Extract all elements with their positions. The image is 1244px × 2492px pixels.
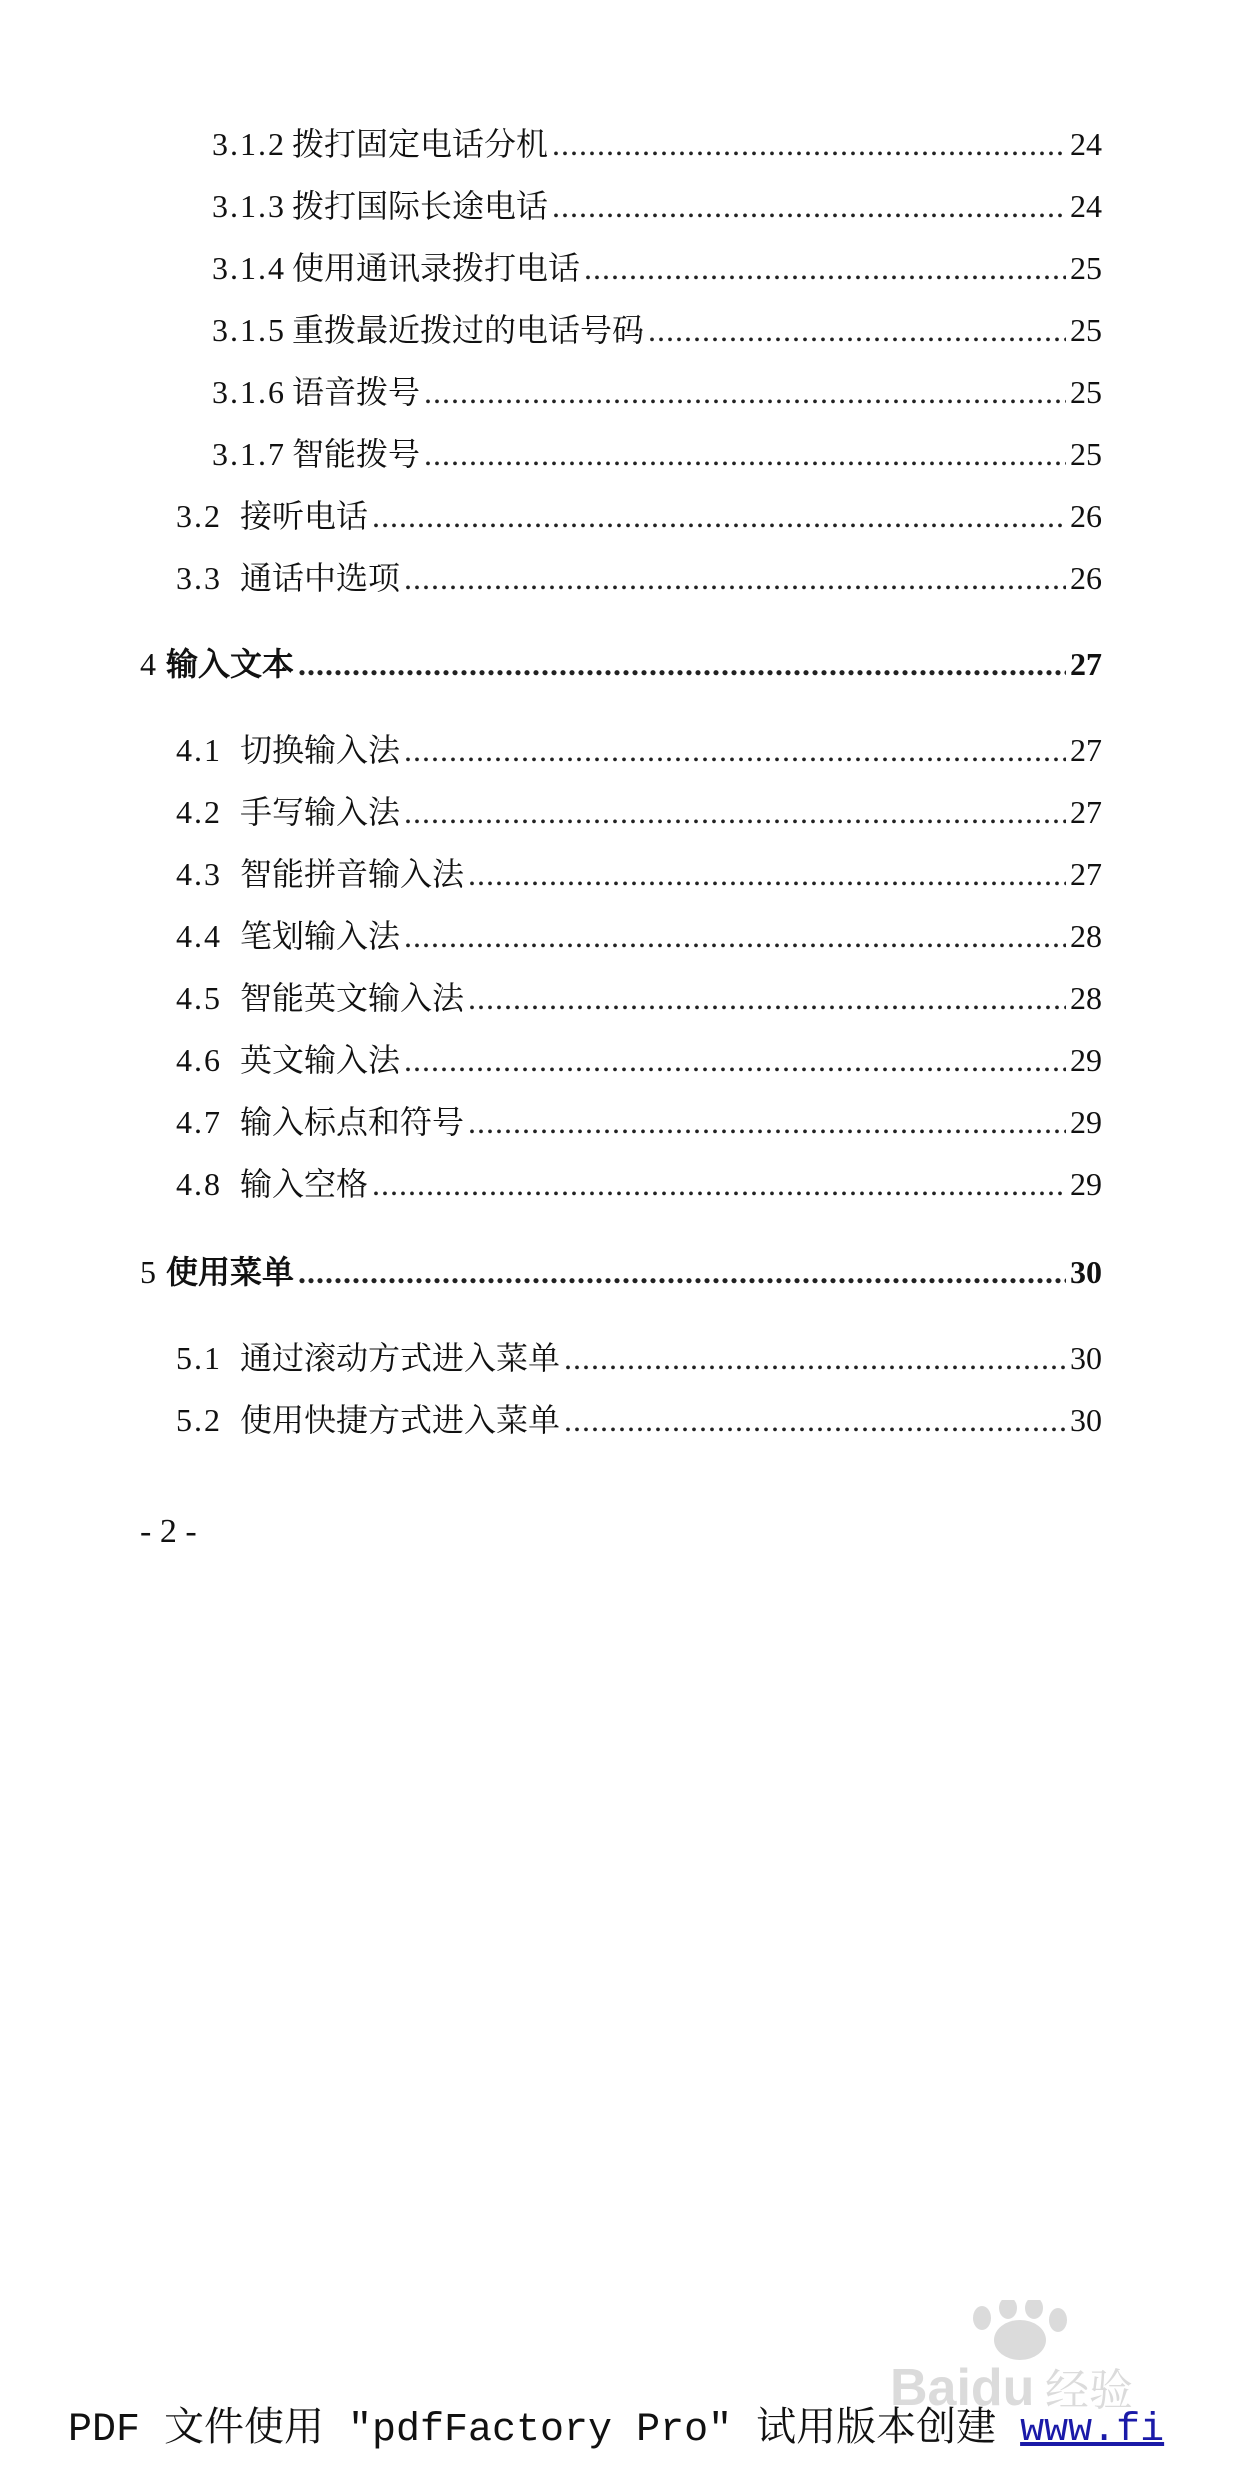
toc-title: 英文输入法 bbox=[240, 1042, 401, 1078]
toc-entry[interactable] bbox=[176, 1336, 1102, 1380]
dot-leader bbox=[404, 790, 1066, 834]
toc-title: 接听电话 bbox=[240, 498, 369, 534]
dot-leader bbox=[404, 1038, 1066, 1082]
toc-entry[interactable] bbox=[176, 914, 1102, 958]
dot-leader bbox=[372, 494, 1066, 538]
toc-page: 24 bbox=[1070, 188, 1102, 224]
footer-text: PDF 文件使用 "pdfFactory Pro" 试用版本创建 bbox=[68, 2408, 1021, 2453]
toc-title: 拨打国际长途电话 bbox=[292, 188, 549, 224]
dot-leader bbox=[564, 1398, 1066, 1442]
toc-entry[interactable] bbox=[212, 184, 1102, 228]
toc-page: 29 bbox=[1070, 1042, 1102, 1078]
toc-title: 语音拨号 bbox=[292, 374, 421, 410]
toc-chapter[interactable] bbox=[140, 1250, 1102, 1294]
toc-number: 3.1.5 bbox=[212, 312, 286, 348]
toc-chapter[interactable] bbox=[140, 642, 1102, 686]
dot-leader bbox=[468, 976, 1066, 1020]
dot-leader bbox=[584, 246, 1066, 290]
toc-page: 30 bbox=[1070, 1254, 1102, 1290]
toc-title: 切换输入法 bbox=[240, 732, 401, 768]
toc-number: 4.7 bbox=[176, 1104, 222, 1140]
toc-title: 使用通讯录拨打电话 bbox=[292, 250, 581, 286]
toc-page: 25 bbox=[1070, 436, 1102, 472]
toc-page: 30 bbox=[1070, 1402, 1102, 1438]
toc-page: 28 bbox=[1070, 980, 1102, 1016]
baidu-paw-icon bbox=[870, 2300, 1170, 2420]
dot-leader bbox=[404, 556, 1066, 600]
toc-title: 输入文本 bbox=[166, 646, 295, 682]
toc-entry[interactable] bbox=[176, 976, 1102, 1020]
toc-title: 输入空格 bbox=[240, 1166, 369, 1202]
toc-title: 使用快捷方式进入菜单 bbox=[240, 1402, 561, 1438]
toc-number: 4.4 bbox=[176, 918, 222, 954]
toc-entry[interactable] bbox=[212, 370, 1102, 414]
toc-number: 3.1.6 bbox=[212, 374, 286, 410]
toc-page: 27 bbox=[1070, 794, 1102, 830]
pdf-footer bbox=[68, 2405, 1244, 2457]
toc-entry[interactable] bbox=[176, 1100, 1102, 1144]
dot-leader bbox=[404, 914, 1066, 958]
toc-title: 通过滚动方式进入菜单 bbox=[240, 1340, 561, 1376]
toc-title: 智能英文输入法 bbox=[240, 980, 465, 1016]
dot-leader bbox=[468, 1100, 1066, 1144]
toc-page: 25 bbox=[1070, 312, 1102, 348]
toc-number: 3.1.3 bbox=[212, 188, 286, 224]
toc-page: 29 bbox=[1070, 1104, 1102, 1140]
toc-number: 4.3 bbox=[176, 856, 222, 892]
dot-leader bbox=[298, 642, 1066, 686]
toc-title: 使用菜单 bbox=[166, 1254, 295, 1290]
toc-entry[interactable] bbox=[212, 122, 1102, 166]
toc-title: 输入标点和符号 bbox=[240, 1104, 465, 1140]
toc-number: 4.2 bbox=[176, 794, 222, 830]
toc-number: 4.1 bbox=[176, 732, 222, 768]
toc-number: 3.2 bbox=[176, 498, 222, 534]
toc-number: 5.1 bbox=[176, 1340, 222, 1376]
page-number: - 2 - bbox=[140, 1513, 197, 1550]
toc-entry[interactable] bbox=[176, 790, 1102, 834]
toc-title: 重拨最近拨过的电话号码 bbox=[292, 312, 645, 348]
toc-title: 手写输入法 bbox=[240, 794, 401, 830]
dot-leader bbox=[552, 122, 1066, 166]
toc-page: 25 bbox=[1070, 374, 1102, 410]
dot-leader bbox=[372, 1162, 1066, 1206]
toc-entry[interactable] bbox=[176, 728, 1102, 772]
toc-page: 30 bbox=[1070, 1340, 1102, 1376]
toc-entry[interactable] bbox=[176, 1038, 1102, 1082]
toc-entry[interactable] bbox=[176, 1398, 1102, 1442]
toc-entry[interactable] bbox=[176, 556, 1102, 600]
toc-entry[interactable] bbox=[176, 494, 1102, 538]
toc-number: 5 bbox=[140, 1254, 158, 1290]
toc-number: 3.3 bbox=[176, 560, 222, 596]
toc-page: 27 bbox=[1070, 732, 1102, 768]
toc-number: 3.1.4 bbox=[212, 250, 286, 286]
toc-number: 3.1.7 bbox=[212, 436, 286, 472]
dot-leader bbox=[424, 370, 1066, 414]
toc-number: 4.6 bbox=[176, 1042, 222, 1078]
dot-leader bbox=[552, 184, 1066, 228]
toc-title: 智能拨号 bbox=[292, 436, 421, 472]
toc-page: 28 bbox=[1070, 918, 1102, 954]
svg-text:经验: 经验 bbox=[1045, 2365, 1133, 2416]
toc-page: 25 bbox=[1070, 250, 1102, 286]
toc-number: 4.5 bbox=[176, 980, 222, 1016]
toc-page: 26 bbox=[1070, 498, 1102, 534]
toc-entry[interactable] bbox=[176, 852, 1102, 896]
toc-number: 4 bbox=[140, 646, 158, 682]
toc-entry[interactable] bbox=[176, 1162, 1102, 1206]
toc-number: 3.1.2 bbox=[212, 126, 286, 162]
dot-leader bbox=[648, 308, 1066, 352]
dot-leader bbox=[468, 852, 1066, 896]
toc-entry[interactable] bbox=[212, 246, 1102, 290]
dot-leader bbox=[564, 1336, 1066, 1380]
toc-title: 笔划输入法 bbox=[240, 918, 401, 954]
toc-number: 4.8 bbox=[176, 1166, 222, 1202]
toc-page: 24 bbox=[1070, 126, 1102, 162]
toc-title: 拨打固定电话分机 bbox=[292, 126, 549, 162]
toc-page: 27 bbox=[1070, 646, 1102, 682]
toc-entry[interactable] bbox=[212, 308, 1102, 352]
toc-title: 通话中选项 bbox=[240, 560, 401, 596]
toc-title: 智能拼音输入法 bbox=[240, 856, 465, 892]
footer-link[interactable]: www.fi bbox=[1020, 2408, 1165, 2453]
toc-page: 27 bbox=[1070, 856, 1102, 892]
toc-page: 26 bbox=[1070, 560, 1102, 596]
svg-text:Baidu: Baidu bbox=[890, 2359, 1035, 2417]
dot-leader bbox=[298, 1250, 1066, 1294]
dot-leader bbox=[424, 432, 1066, 476]
toc-page: 29 bbox=[1070, 1166, 1102, 1202]
toc-entry[interactable] bbox=[212, 432, 1102, 476]
toc-number: 5.2 bbox=[176, 1402, 222, 1438]
dot-leader bbox=[404, 728, 1066, 772]
